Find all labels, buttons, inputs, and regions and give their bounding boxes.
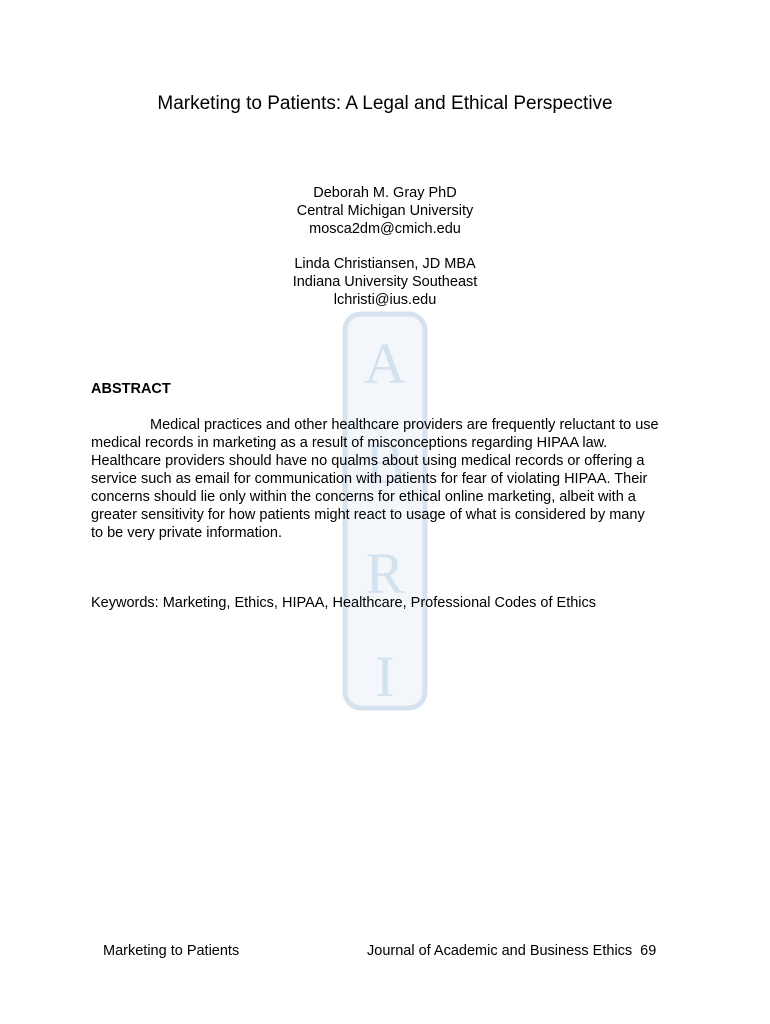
page-number: 69 [640,943,657,959]
footer-journal-name: Journal of Academic and Business Ethics [367,943,633,959]
watermark-letter-i: I [375,644,395,709]
abstract-line: to be very private information. [91,525,283,541]
footer-running-title: Marketing to Patients [103,943,240,959]
author-block-1 [0,184,770,238]
abstract-line: medical records in marketing as a result of misconceptions regarding HIPAA law. [91,435,608,451]
author-name: Linda Christiansen, JD MBA [294,256,476,272]
author-affiliation: Indiana University Southeast [292,274,478,290]
watermark-letter-a: A [364,331,406,396]
abstract-line: Healthcare providers should have no qualms about using medical records or offering a [91,453,645,469]
author-email: lchristi@ius.edu [333,292,437,308]
author-block-2 [0,255,770,309]
abstract-heading: ABSTRACT [91,381,171,397]
abstract-line: Medical practices and other healthcare providers are frequently reluctant to use [150,417,659,433]
keywords: Keywords: Marketing, Ethics, HIPAA, Healthcare, Professional Codes of Ethics [91,595,597,611]
abstract-line: service such as email for communication with patients for fear of violating HIPAA. Their [91,471,648,487]
author-affiliation: Central Michigan University [296,203,474,219]
author-email: mosca2dm@cmich.edu [309,221,461,237]
paper-title: Marketing to Patients: A Legal and Ethical Perspective [157,93,613,114]
footer-journal [367,942,656,960]
abstract-body [91,416,681,542]
abstract-line: concerns should lie only within the concerns for ethical online marketing, albeit with a [91,489,636,505]
author-name: Deborah M. Gray PhD [313,185,457,201]
abstract-line: greater sensitivity for how patients might react to usage of what is considered by many [91,507,645,523]
watermark-letter-r: R [365,541,405,606]
watermark-letter-b: B [365,431,405,496]
